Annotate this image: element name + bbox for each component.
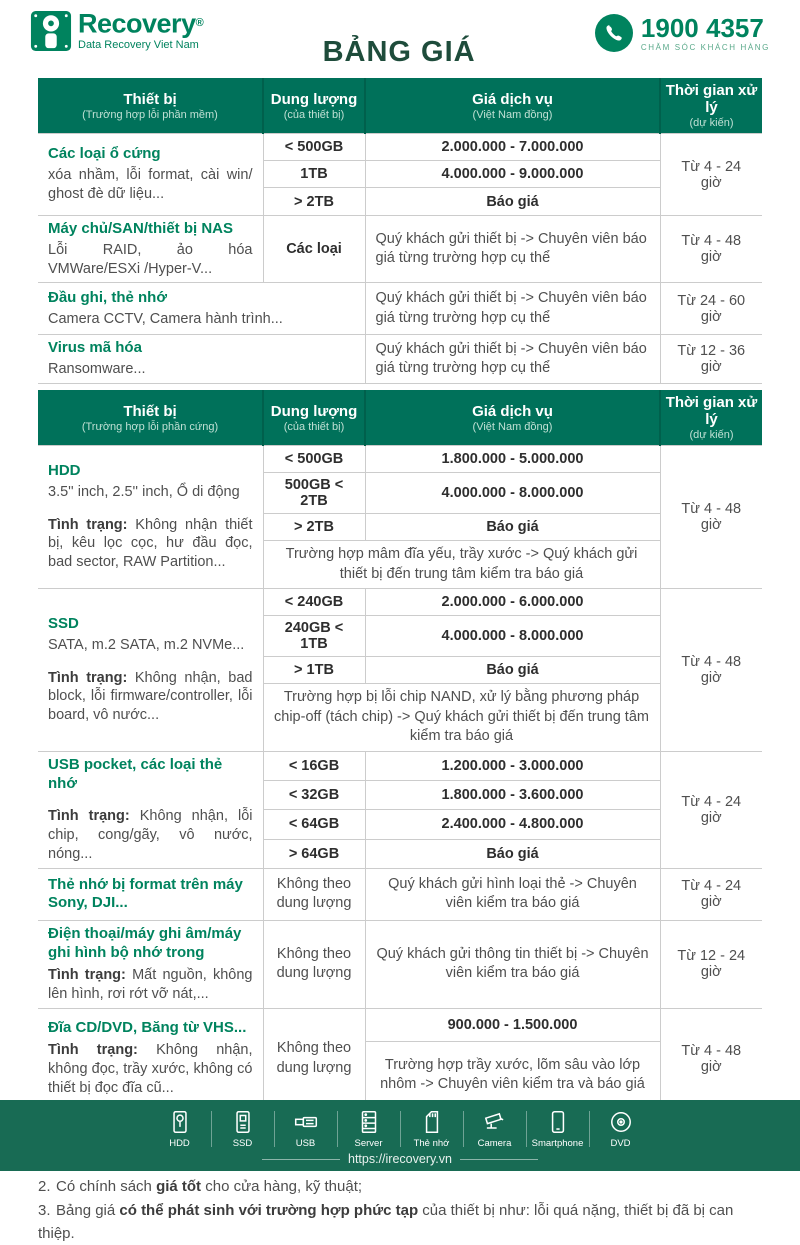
footer-item-usb: USB bbox=[278, 1109, 334, 1149]
time-cell: Từ 4 - 48 giờ bbox=[660, 216, 762, 283]
device-cell bbox=[38, 751, 263, 868]
device-desc: Lỗi RAID, ảo hóa VMWare/ESXi /Hyper-V... bbox=[48, 241, 253, 277]
footer-separator bbox=[400, 1111, 401, 1147]
price-cell: Báo giá bbox=[365, 188, 660, 216]
device-cell bbox=[38, 216, 263, 283]
software-price-table bbox=[38, 78, 762, 384]
footer-item-dvd: DVD bbox=[593, 1109, 649, 1149]
device-cell bbox=[38, 1009, 263, 1109]
price-cell: Báo giá bbox=[365, 514, 660, 541]
table-row bbox=[38, 589, 762, 616]
device-cell bbox=[38, 920, 263, 1008]
device-desc: 3.5'' inch, 2.5'' inch, Ổ di động bbox=[48, 483, 240, 500]
table-row bbox=[38, 335, 762, 384]
device-title: Thẻ nhớ bị format trên máy Sony, DJI... bbox=[48, 875, 243, 912]
device-icon-row bbox=[0, 1100, 800, 1149]
price-cell: 1.800.000 - 5.000.000 bbox=[365, 446, 660, 473]
brand-tagline: Data Recovery Viet Nam bbox=[78, 39, 199, 52]
price-cell: 900.000 - 1.500.000 bbox=[365, 1009, 660, 1042]
capacity-cell: < 500GB bbox=[263, 446, 365, 473]
hotline-number: 1900 4357 bbox=[640, 12, 764, 43]
brand-name: Recovery bbox=[78, 8, 196, 39]
device-title: Máy chủ/SAN/thiết bị NAS bbox=[48, 220, 234, 237]
status-label: Tình trạng: bbox=[48, 808, 130, 825]
note-item: 3. Bảng giá có thể phát sinh với trường hợp phức tạp của thiết bị như: lỗi quá nặng, thiết bị đã bị can thiệp. bbox=[38, 1201, 734, 1242]
capacity-cell: < 32GB bbox=[263, 781, 365, 810]
table-row bbox=[38, 216, 762, 283]
capacity-cell: Không theo dung lượng bbox=[263, 868, 365, 920]
footer-item-hdd: HDD bbox=[152, 1109, 208, 1149]
capacity-cell: > 64GB bbox=[263, 839, 365, 868]
status-text: Không nhận, lỗi chip, cong/gãy, vô nước, nóng... bbox=[48, 808, 253, 863]
device-cell bbox=[38, 283, 365, 335]
hdd-icon bbox=[167, 1109, 193, 1135]
note-cell: Trường hợp bị lỗi chip NAND, xử lý bằng phương pháp chip-off (tách chip) -> Quý khách gửi thiết bị đến trung tâm kiểm tra báo giá bbox=[263, 684, 660, 752]
status-text: Không nhận thiết bị, kêu lọc cọc, hư đầu đọc, bad sector, RAW Partition... bbox=[48, 516, 253, 571]
price-cell: 2.000.000 - 6.000.000 bbox=[365, 589, 660, 616]
memory-card-icon bbox=[419, 1109, 445, 1135]
service-message: Quý khách gửi thiết bị -> Chuyên viên báo giá từng trường hợp cụ thể bbox=[365, 335, 660, 384]
table-row bbox=[38, 1009, 762, 1042]
footer-item-ssd: SSD bbox=[215, 1109, 271, 1149]
col-capacity: Dung lượng (của thiết bị) bbox=[263, 78, 365, 134]
device-desc: SATA, m.2 SATA, m.2 NVMe... bbox=[48, 636, 245, 653]
col-time: Thời gian xử lý (dự kiến) bbox=[660, 390, 762, 446]
device-desc: Camera CCTV, Camera hành trình... bbox=[48, 310, 283, 327]
price-cell: 4.000.000 - 8.000.000 bbox=[365, 616, 660, 657]
table-row bbox=[38, 751, 762, 780]
capacity-cell: < 240GB bbox=[263, 589, 365, 616]
table-header-row bbox=[38, 78, 762, 134]
device-cell bbox=[38, 589, 263, 752]
col-time: Thời gian xử lý (dự kiến) bbox=[660, 78, 762, 134]
masthead bbox=[0, 0, 800, 78]
status-label: Tình trạng: bbox=[48, 1042, 138, 1059]
table-row bbox=[38, 283, 762, 335]
page-title: BẢNG GIÁ bbox=[322, 36, 476, 68]
col-capacity: Dung lượng (của thiết bị) bbox=[263, 390, 365, 446]
ssd-icon bbox=[230, 1109, 256, 1135]
capacity-cell: > 2TB bbox=[263, 188, 365, 216]
capacity-cell: 240GB < 1TB bbox=[263, 616, 365, 657]
smartphone-icon bbox=[545, 1109, 571, 1135]
device-status bbox=[48, 669, 253, 726]
website-row bbox=[0, 1152, 800, 1166]
time-cell: Từ 12 - 36 giờ bbox=[660, 335, 762, 384]
service-message: Quý khách gửi thông tin thiết bị -> Chuyên viên kiểm tra báo giá bbox=[365, 920, 660, 1008]
device-cell bbox=[38, 868, 263, 920]
footer-item-camera: Camera bbox=[467, 1109, 523, 1149]
capacity-cell: < 500GB bbox=[263, 134, 365, 161]
time-cell: Từ 4 - 24 giờ bbox=[660, 868, 762, 920]
device-status bbox=[48, 1041, 253, 1098]
capacity-cell: 1TB bbox=[263, 161, 365, 188]
capacity-cell: < 16GB bbox=[263, 751, 365, 780]
url-divider-right bbox=[460, 1159, 538, 1160]
status-text: Mất nguồn, không lên hình, rơi rớt vỡ nát,... bbox=[48, 967, 253, 1003]
note-cell: Trường hợp mâm đĩa yếu, trầy xước -> Quý khách gửi thiết bị đến trung tâm kiểm tra báo giá bbox=[263, 541, 660, 589]
status-label: Tình trạng: bbox=[48, 516, 128, 533]
footer-separator bbox=[274, 1111, 275, 1147]
device-title: HDD bbox=[48, 462, 81, 480]
col-device: Thiết bị (Trường hợp lỗi phần cứng) bbox=[38, 390, 263, 446]
device-title: Virus mã hóa bbox=[48, 339, 142, 357]
footer-item-memory-card: Thẻ nhớ bbox=[404, 1109, 460, 1149]
price-cell: 2.400.000 - 4.800.000 bbox=[365, 810, 660, 839]
url-divider-left bbox=[262, 1159, 340, 1160]
footer-bar bbox=[0, 1100, 800, 1171]
time-cell: Từ 4 - 48 giờ bbox=[660, 446, 762, 589]
capacity-cell: < 64GB bbox=[263, 810, 365, 839]
time-cell: Từ 12 - 24 giờ bbox=[660, 920, 762, 1008]
device-cell bbox=[38, 446, 263, 589]
footer-separator bbox=[463, 1111, 464, 1147]
note-item: 2. Có chính sách giá tốt cho cửa hàng, kỹ thuật; bbox=[38, 1178, 363, 1196]
time-cell: Từ 4 - 48 giờ bbox=[660, 1009, 762, 1109]
time-cell: Từ 24 - 60 giờ bbox=[660, 283, 762, 335]
service-message: Quý khách gửi hình loại thẻ -> Chuyên viên kiểm tra báo giá bbox=[365, 868, 660, 920]
footer-item-server: Server bbox=[341, 1109, 397, 1149]
capacity-cell: > 1TB bbox=[263, 657, 365, 684]
capacity-cell: Các loại bbox=[263, 216, 365, 283]
table-row bbox=[38, 134, 762, 161]
device-title: Đĩa CD/DVD, Băng từ VHS... bbox=[48, 1019, 247, 1037]
status-text: Không nhận, không đọc, trầy xước, không có thiết bị đọc đĩa cũ... bbox=[48, 1042, 253, 1096]
device-title: Đầu ghi, thẻ nhớ bbox=[48, 289, 167, 307]
price-cell: 1.800.000 - 3.600.000 bbox=[365, 781, 660, 810]
footer-separator bbox=[589, 1111, 590, 1147]
irecovery-logo bbox=[30, 10, 203, 52]
device-desc: Ransomware... bbox=[48, 361, 146, 378]
device-status bbox=[48, 807, 253, 864]
device-status bbox=[48, 516, 253, 573]
price-cell: Báo giá bbox=[365, 657, 660, 684]
device-title: SSD bbox=[48, 614, 79, 632]
table-row bbox=[38, 920, 762, 1008]
time-cell: Từ 4 - 48 giờ bbox=[660, 589, 762, 752]
col-device: Thiết bị (Trường hợp lỗi phần mềm) bbox=[38, 78, 263, 134]
table-row bbox=[38, 446, 762, 473]
price-cell: 1.200.000 - 3.000.000 bbox=[365, 751, 660, 780]
status-text: Không nhận, bad block, lỗi firmware/controller, lỗi board, vô nước... bbox=[48, 669, 253, 724]
hotline bbox=[595, 14, 770, 52]
status-label: Tình trạng: bbox=[48, 967, 126, 984]
device-title: Các loại ổ cứng bbox=[48, 145, 161, 163]
device-status bbox=[48, 966, 253, 1004]
col-price: Giá dịch vụ (Việt Nam đồng) bbox=[365, 390, 660, 446]
footer-separator bbox=[526, 1111, 527, 1147]
footer-separator bbox=[337, 1111, 338, 1147]
capacity-cell: Không theo dung lượng bbox=[263, 920, 365, 1008]
website-link[interactable]: https://irecovery.vn bbox=[348, 1152, 452, 1166]
col-price: Giá dịch vụ (Việt Nam đồng) bbox=[365, 78, 660, 134]
hotline-label: CHĂM SÓC KHÁCH HÀNG bbox=[640, 42, 770, 52]
service-message: Quý khách gửi thiết bị -> Chuyên viên báo giá từng trường hợp cụ thể bbox=[365, 216, 660, 283]
table-row bbox=[38, 868, 762, 920]
note-cell: Trường hợp trầy xước, lõm sâu vào lớp nhôm -> Chuyên viên kiểm tra và báo giá bbox=[365, 1042, 660, 1109]
table-header-row bbox=[38, 390, 762, 446]
price-cell: 4.000.000 - 9.000.000 bbox=[365, 161, 660, 188]
camera-icon bbox=[482, 1109, 508, 1135]
device-cell bbox=[38, 134, 263, 216]
price-cell: 4.000.000 - 8.000.000 bbox=[365, 473, 660, 514]
device-title: Điện thoại/máy ghi âm/máy ghi hình bộ nhớ trong bbox=[48, 924, 242, 961]
phone-icon bbox=[595, 14, 633, 52]
price-cell: 2.000.000 - 7.000.000 bbox=[365, 134, 660, 161]
device-cell bbox=[38, 335, 365, 384]
server-icon bbox=[356, 1109, 382, 1135]
time-cell: Từ 4 - 24 giờ bbox=[660, 134, 762, 216]
device-desc: xóa nhầm, lỗi format, cài win/ ghost đè dữ liệu... bbox=[48, 167, 253, 202]
time-cell: Từ 4 - 24 giờ bbox=[660, 751, 762, 868]
hardware-price-table bbox=[38, 390, 762, 1109]
usb-icon bbox=[293, 1109, 319, 1135]
registered-mark: ® bbox=[195, 17, 204, 29]
footer-separator bbox=[211, 1111, 212, 1147]
capacity-cell: 500GB < 2TB bbox=[263, 473, 365, 514]
price-cell: Báo giá bbox=[365, 839, 660, 868]
device-title: USB pocket, các loại thẻ nhớ bbox=[48, 755, 223, 792]
dvd-icon bbox=[608, 1109, 634, 1135]
footer-item-smartphone: Smartphone bbox=[530, 1109, 586, 1149]
status-label: Tình trạng: bbox=[48, 669, 128, 686]
hdd-logo-icon bbox=[30, 10, 72, 52]
service-message: Quý khách gửi thiết bị -> Chuyên viên báo giá từng trường hợp cụ thể bbox=[365, 283, 660, 335]
capacity-cell: > 2TB bbox=[263, 514, 365, 541]
capacity-cell: Không theo dung lượng bbox=[263, 1009, 365, 1109]
